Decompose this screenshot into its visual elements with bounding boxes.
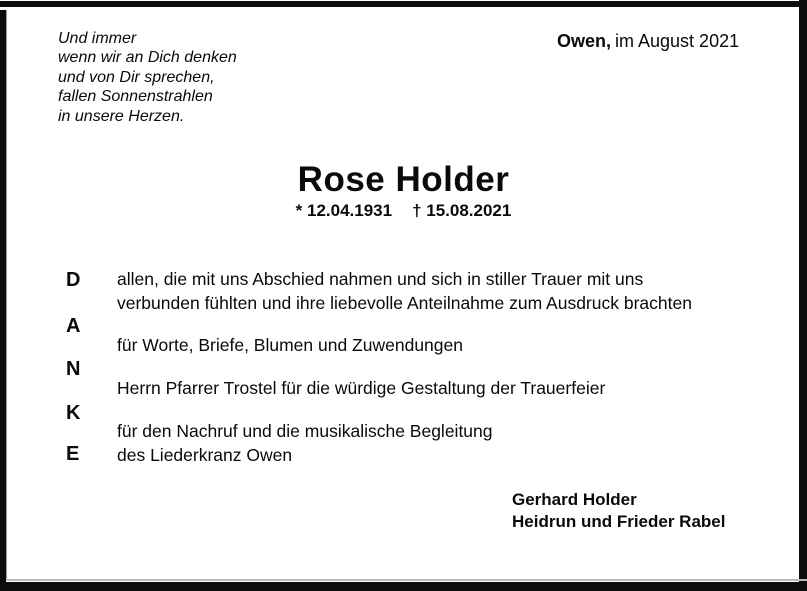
danke-letter-k: K [66, 402, 81, 424]
thanks-paragraph [117, 334, 463, 358]
thanks-paragraph [117, 377, 605, 401]
frame-border-top [0, 1, 807, 7]
thanks-line: des Liederkranz Owen [117, 444, 293, 465]
danke-letter-d: D [66, 269, 81, 291]
place-dateline [557, 31, 739, 52]
thanks-line: verbunden fühlten und ihre liebevolle Anteilnahme zum Ausdruck brachten [117, 292, 692, 313]
place-name: Owen, [557, 31, 612, 51]
poem-line: in unsere Herzen. [58, 107, 185, 125]
memorial-poem [58, 29, 237, 126]
life-dates [0, 201, 807, 221]
signature-name: Heidrun und Frieder Rabel [512, 511, 726, 531]
frame-border-right [799, 0, 807, 591]
thanks-line: für Worte, Briefe, Blumen und Zuwendungen [117, 335, 463, 355]
danke-letter-e: E [66, 443, 80, 465]
poem-line: Und immer [58, 30, 137, 47]
thanks-line: Herrn Pfarrer Trostel für die würdige Gestaltung der Trauerfeier [117, 378, 606, 398]
frame-hairline-bottom [0, 579, 807, 581]
deceased-name: Rose Holder [297, 160, 510, 199]
danke-letter-n: N [66, 358, 81, 380]
thanks-paragraph [117, 420, 493, 467]
dateline-date: im August 2021 [615, 31, 740, 51]
thanks-line: für den Nachruf und die musikalische Begleitung [117, 421, 493, 441]
frame-border-bottom [0, 582, 807, 591]
poem-line: wenn wir an Dich denken [58, 49, 237, 67]
frame-hairline-left [6, 10, 7, 579]
danke-letter-a: A [66, 315, 81, 337]
signature-block [512, 489, 725, 532]
thanks-paragraph [117, 268, 692, 315]
birth-date: * 12.04.1931 [295, 201, 393, 220]
signature-name: Gerhard Holder [512, 490, 637, 509]
poem-line: und von Dir sprechen, [58, 68, 215, 86]
death-date: † 15.08.2021 [412, 201, 512, 220]
poem-line: fallen Sonnenstrahlen [58, 88, 213, 106]
thanks-line: allen, die mit uns Abschied nahmen und sich in stiller Trauer mit uns [117, 269, 644, 289]
